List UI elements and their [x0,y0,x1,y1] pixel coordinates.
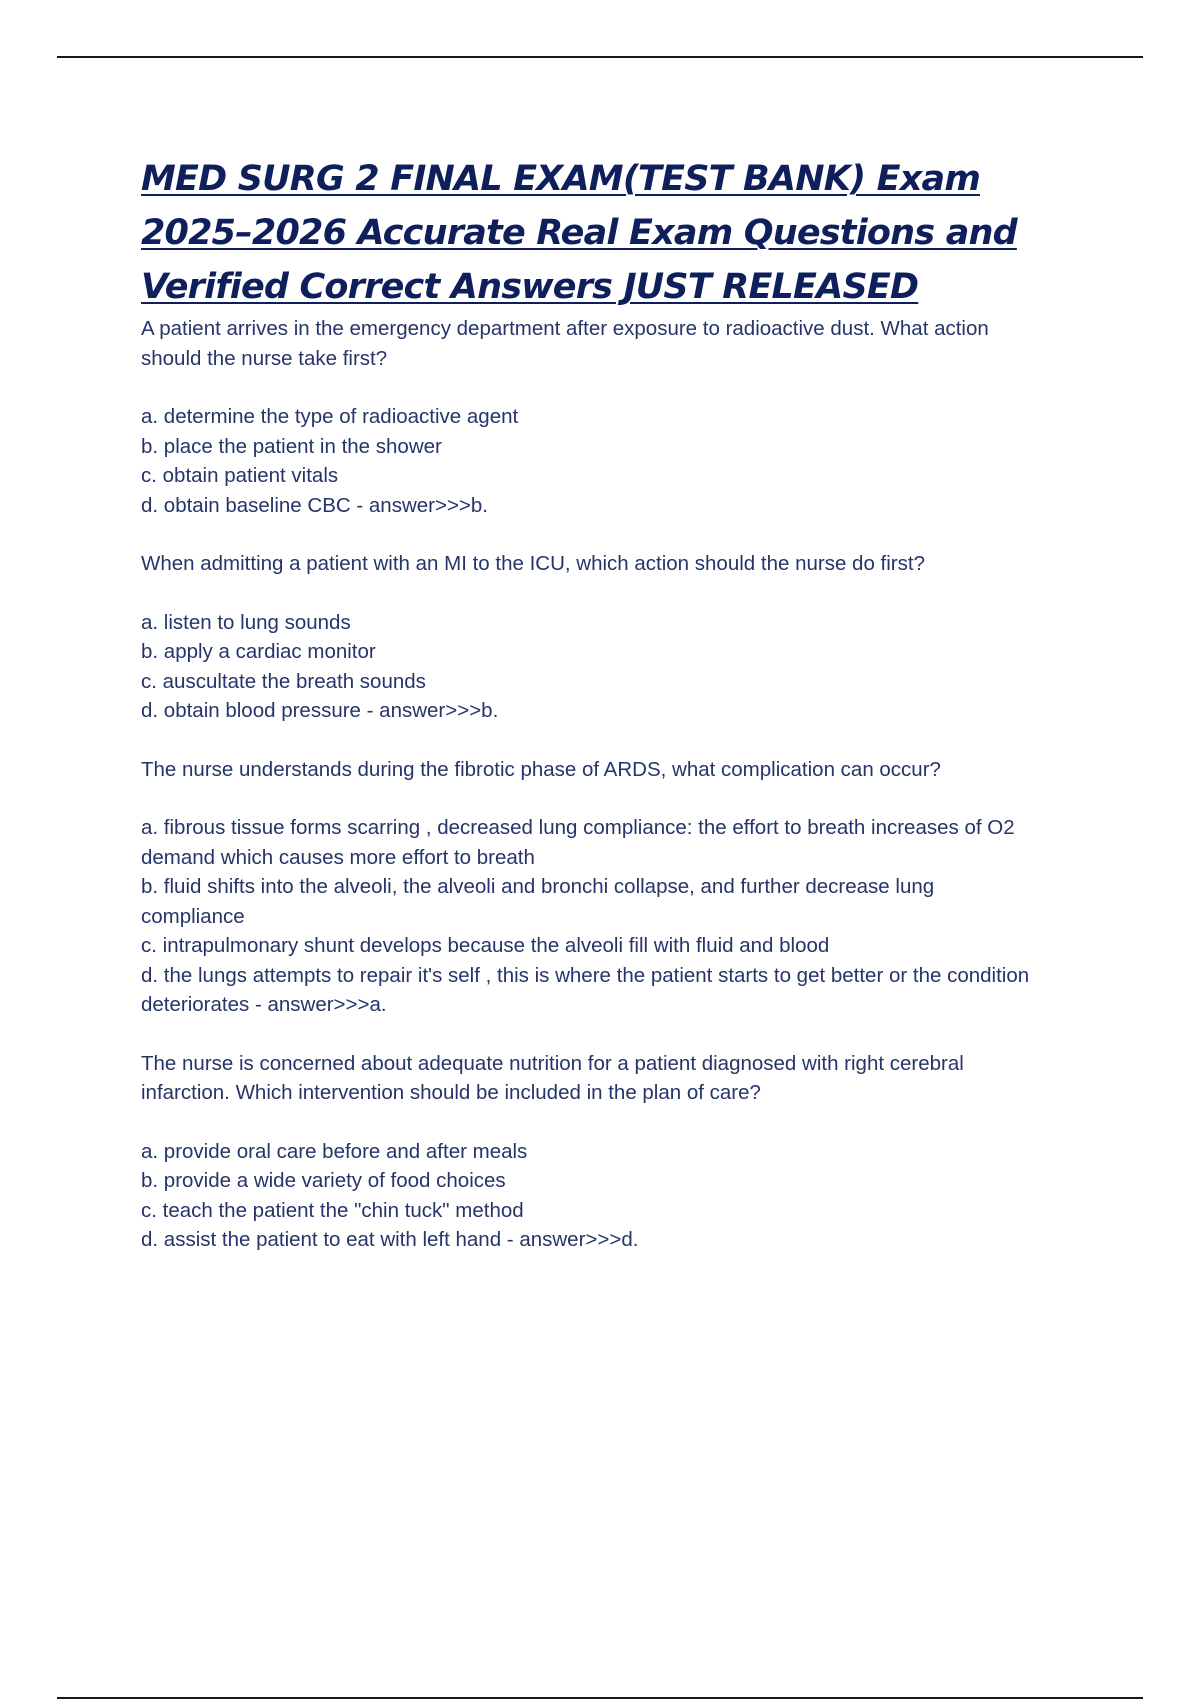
question-block-3 [141,755,1041,1020]
option-item: b. apply a cardiac monitor [141,640,376,663]
document-content [141,152,1041,1284]
question-list [141,314,1041,1255]
option-list [141,1137,1041,1255]
option-item: c. intrapulmonary shunt develops because the alveoli fill with fluid and blood [141,934,830,957]
option-list [141,402,1041,520]
question-text: The nurse understands during the fibrotic phase of ARDS, what complication can occur? [141,757,941,781]
option-list [141,813,1041,1020]
option-item: d. assist the patient to eat with left hand - answer>>>d. [141,1228,639,1251]
option-item: a. listen to lung sounds [141,610,351,634]
option-item: b. provide a wide variety of food choices [141,1169,506,1192]
option-list [141,608,1041,726]
option-item: d. the lungs attempts to repair it's self , this is where the patient starts to get better or the condition deteriorates - answer>>>a. [141,963,1030,1016]
option-item: b. fluid shifts into the alveoli, the alveoli and bronchi collapse, and further decrease lung compliance [141,875,935,928]
top-rule [57,56,1143,58]
option-item: a. fibrous tissue forms scarring , decreased lung compliance: the effort to breath increases of O2 demand which causes more effort to breath [141,816,1015,869]
question-text: When admitting a patient with an MI to the ICU, which action should the nurse do first? [141,552,925,575]
option-item: d. obtain baseline CBC - answer>>>b. [141,493,488,517]
question-block-4 [141,1049,1041,1255]
bottom-rule [57,1697,1143,1699]
question-text: A patient arrives in the emergency department after exposure to radioactive dust. What action should the nurse take first? [141,317,989,370]
option-item: c. auscultate the breath sounds [141,669,426,693]
option-item: c. teach the patient the "chin tuck" method [141,1198,524,1222]
option-item: b. place the patient in the shower [141,434,442,458]
option-item: a. provide oral care before and after meals [141,1139,528,1163]
question-block-2 [141,549,1041,726]
option-item: c. obtain patient vitals [141,464,339,487]
option-item: d. obtain blood pressure - answer>>>b. [141,699,499,722]
document-title: MED SURG 2 FINAL EXAM(TEST BANK) Exam 2025–2026 Accurate Real Exam Questions and Verified Correct Answers JUST RELEASED [141,159,1017,307]
question-text: The nurse is concerned about adequate nutrition for a patient diagnosed with right cerebral infarction. Which intervention should be included in the plan of care? [141,1051,964,1104]
question-block-1 [141,314,1041,520]
option-item: a. determine the type of radioactive agent [141,405,519,428]
